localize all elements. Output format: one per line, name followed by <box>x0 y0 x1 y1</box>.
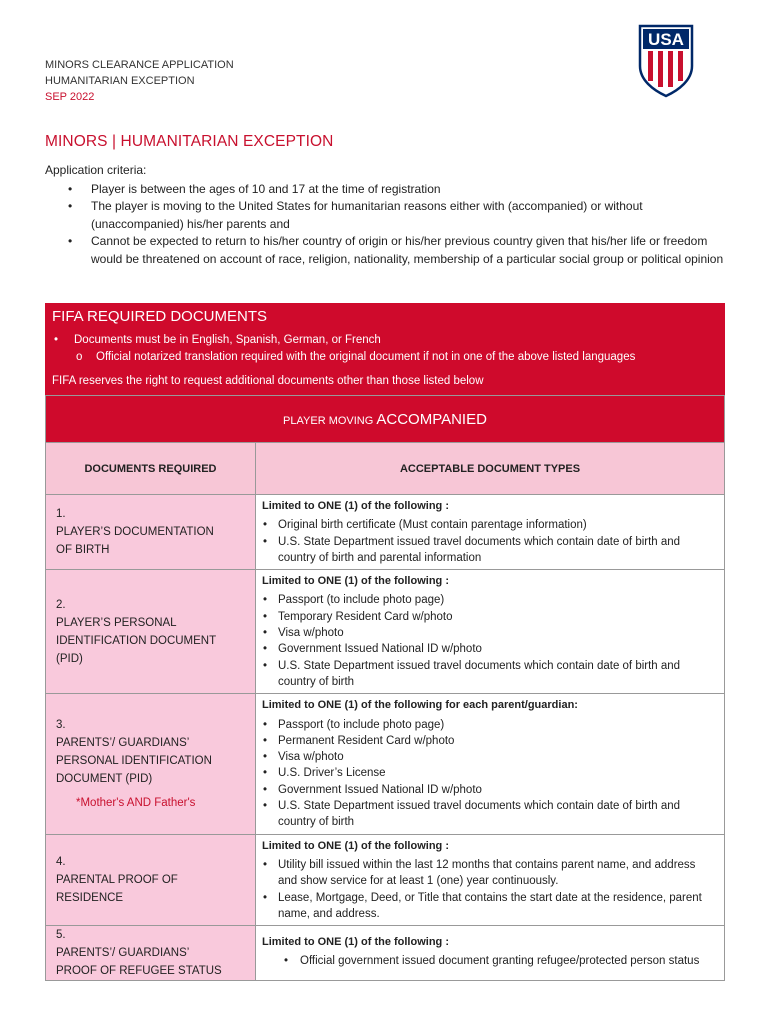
row-number: 4. <box>56 855 66 868</box>
header-line-1: MINORS CLEARANCE APPLICATION <box>45 59 234 71</box>
criteria-list <box>45 181 725 269</box>
list-item: • Government Issued National ID w/photo <box>262 782 716 798</box>
required-doc-cell <box>46 834 256 925</box>
band-emphasis: ACCOMPANIED <box>376 410 487 428</box>
acceptable-list <box>262 592 716 690</box>
limit-text: Limited to ONE (1) of the following : <box>262 839 449 852</box>
documents-table <box>45 395 725 981</box>
column-header-required: DOCUMENTS REQUIRED <box>46 443 256 495</box>
fifa-reserve-note: FIFA reserves the right to request additional documents other than those listed below <box>52 375 484 387</box>
row-number: 1. <box>56 508 66 521</box>
required-doc-cell <box>46 694 256 834</box>
fifa-required-documents-box <box>45 303 725 395</box>
list-item: • U.S. State Department issued travel documents which contain date of birth and country of birth <box>262 658 716 691</box>
row-label: PLAYER’S PERSONAL IDENTIFICATION DOCUMENT (PID) <box>56 616 216 665</box>
acceptable-docs-cell <box>256 834 725 925</box>
limit-text: Limited to ONE (1) of the following for each parent/guardian: <box>262 699 578 712</box>
criteria-intro: Application criteria: <box>45 163 147 177</box>
acceptable-docs-cell <box>256 495 725 570</box>
list-item: • Government Issued National ID w/photo <box>262 641 716 657</box>
table-row <box>46 834 725 925</box>
application-criteria <box>45 162 725 268</box>
row-label: PARENTS’/ GUARDIANS’ PROOF OF REFUGEE STATUS <box>56 947 222 978</box>
row-number: 2. <box>56 598 66 611</box>
acceptable-list <box>262 717 716 831</box>
list-item: • U.S. State Department issued travel documents which contain date of birth and country of birth <box>262 798 716 831</box>
row-label: PARENTAL PROOF OF RESIDENCE <box>56 873 178 904</box>
list-item: • Official government issued document granting refugee/protected person status <box>262 953 716 969</box>
row-number: 3. <box>56 718 66 731</box>
list-item: • U.S. State Department issued travel documents which contain date of birth and country of birth and parental information <box>262 534 716 567</box>
list-item: • Visa w/photo <box>262 625 716 641</box>
list-item: • U.S. Driver’s License <box>262 765 716 781</box>
column-header-acceptable: ACCEPTABLE DOCUMENT TYPES <box>256 443 725 495</box>
list-item: • Original birth certificate (Must contain parentage information) <box>262 517 716 533</box>
table-row <box>46 495 725 570</box>
list-item: • Permanent Resident Card w/photo <box>262 733 716 749</box>
list-item: • Passport (to include photo page) <box>262 717 716 733</box>
criteria-item: • Cannot be expected to return to his/her country of origin or his/her previous country given that his/her life or freedom would be threatened on account of race, religion, nationality, membership of a particular social group or political opinion <box>45 233 725 268</box>
acceptable-list <box>262 857 716 922</box>
list-item: • Passport (to include photo page) <box>262 592 716 608</box>
criteria-item: • The player is moving to the United States for humanitarian reasons either with (accompanied) or without (unaccompanied) his/her parents and <box>45 198 725 233</box>
header-date: SEP 2022 <box>45 91 95 103</box>
table-row <box>46 694 725 834</box>
required-doc-cell <box>46 570 256 694</box>
logo-text: USA <box>648 30 684 49</box>
list-item: • Visa w/photo <box>262 749 716 765</box>
row-label: PARENTS’/ GUARDIANS’ PERSONAL IDENTIFICATION DOCUMENT (PID) <box>56 736 212 785</box>
limit-text: Limited to ONE (1) of the following : <box>262 936 449 949</box>
acceptable-docs-cell <box>256 926 725 981</box>
list-item: • Lease, Mortgage, Deed, or Title that contains the start date at the residence, parent name, and address. <box>262 890 716 923</box>
acceptable-list <box>262 953 716 969</box>
band-prefix: PLAYER MOVING <box>283 414 377 427</box>
acceptable-docs-cell <box>256 694 725 834</box>
acceptable-docs-cell <box>256 570 725 694</box>
list-item: • Utility bill issued within the last 12 months that contains parent name, and address and show service for at least 1 (one) year continuously. <box>262 857 716 890</box>
list-item: • Temporary Resident Card w/photo <box>262 609 716 625</box>
row-label: PLAYER’S DOCUMENTATION OF BIRTH <box>56 526 214 557</box>
fifa-title: FIFA REQUIRED DOCUMENTS <box>52 308 268 325</box>
fifa-translation-subbullet: o Official notarized translation required with the original document if not in one of the above listed languages <box>52 349 718 366</box>
limit-text: Limited to ONE (1) of the following : <box>262 575 449 588</box>
limit-text: Limited to ONE (1) of the following : <box>262 500 449 512</box>
fifa-language-bullet: • Documents must be in English, Spanish, German, or French <box>52 332 718 349</box>
us-soccer-crest-logo <box>637 24 695 98</box>
table-band <box>46 396 725 443</box>
header-line-2: HUMANITARIAN EXCEPTION <box>45 75 195 87</box>
required-doc-cell <box>46 495 256 570</box>
document-header <box>45 57 234 105</box>
row-number: 5. <box>56 929 66 942</box>
acceptable-list <box>262 517 716 566</box>
table-row <box>46 926 725 981</box>
page-title: MINORS | HUMANITARIAN EXCEPTION <box>45 133 334 150</box>
criteria-item: • Player is between the ages of 10 and 17 at the time of registration <box>45 181 725 199</box>
required-doc-cell <box>46 926 256 981</box>
table-row <box>46 570 725 694</box>
parents-note: *Mother's AND Father's <box>76 796 196 809</box>
